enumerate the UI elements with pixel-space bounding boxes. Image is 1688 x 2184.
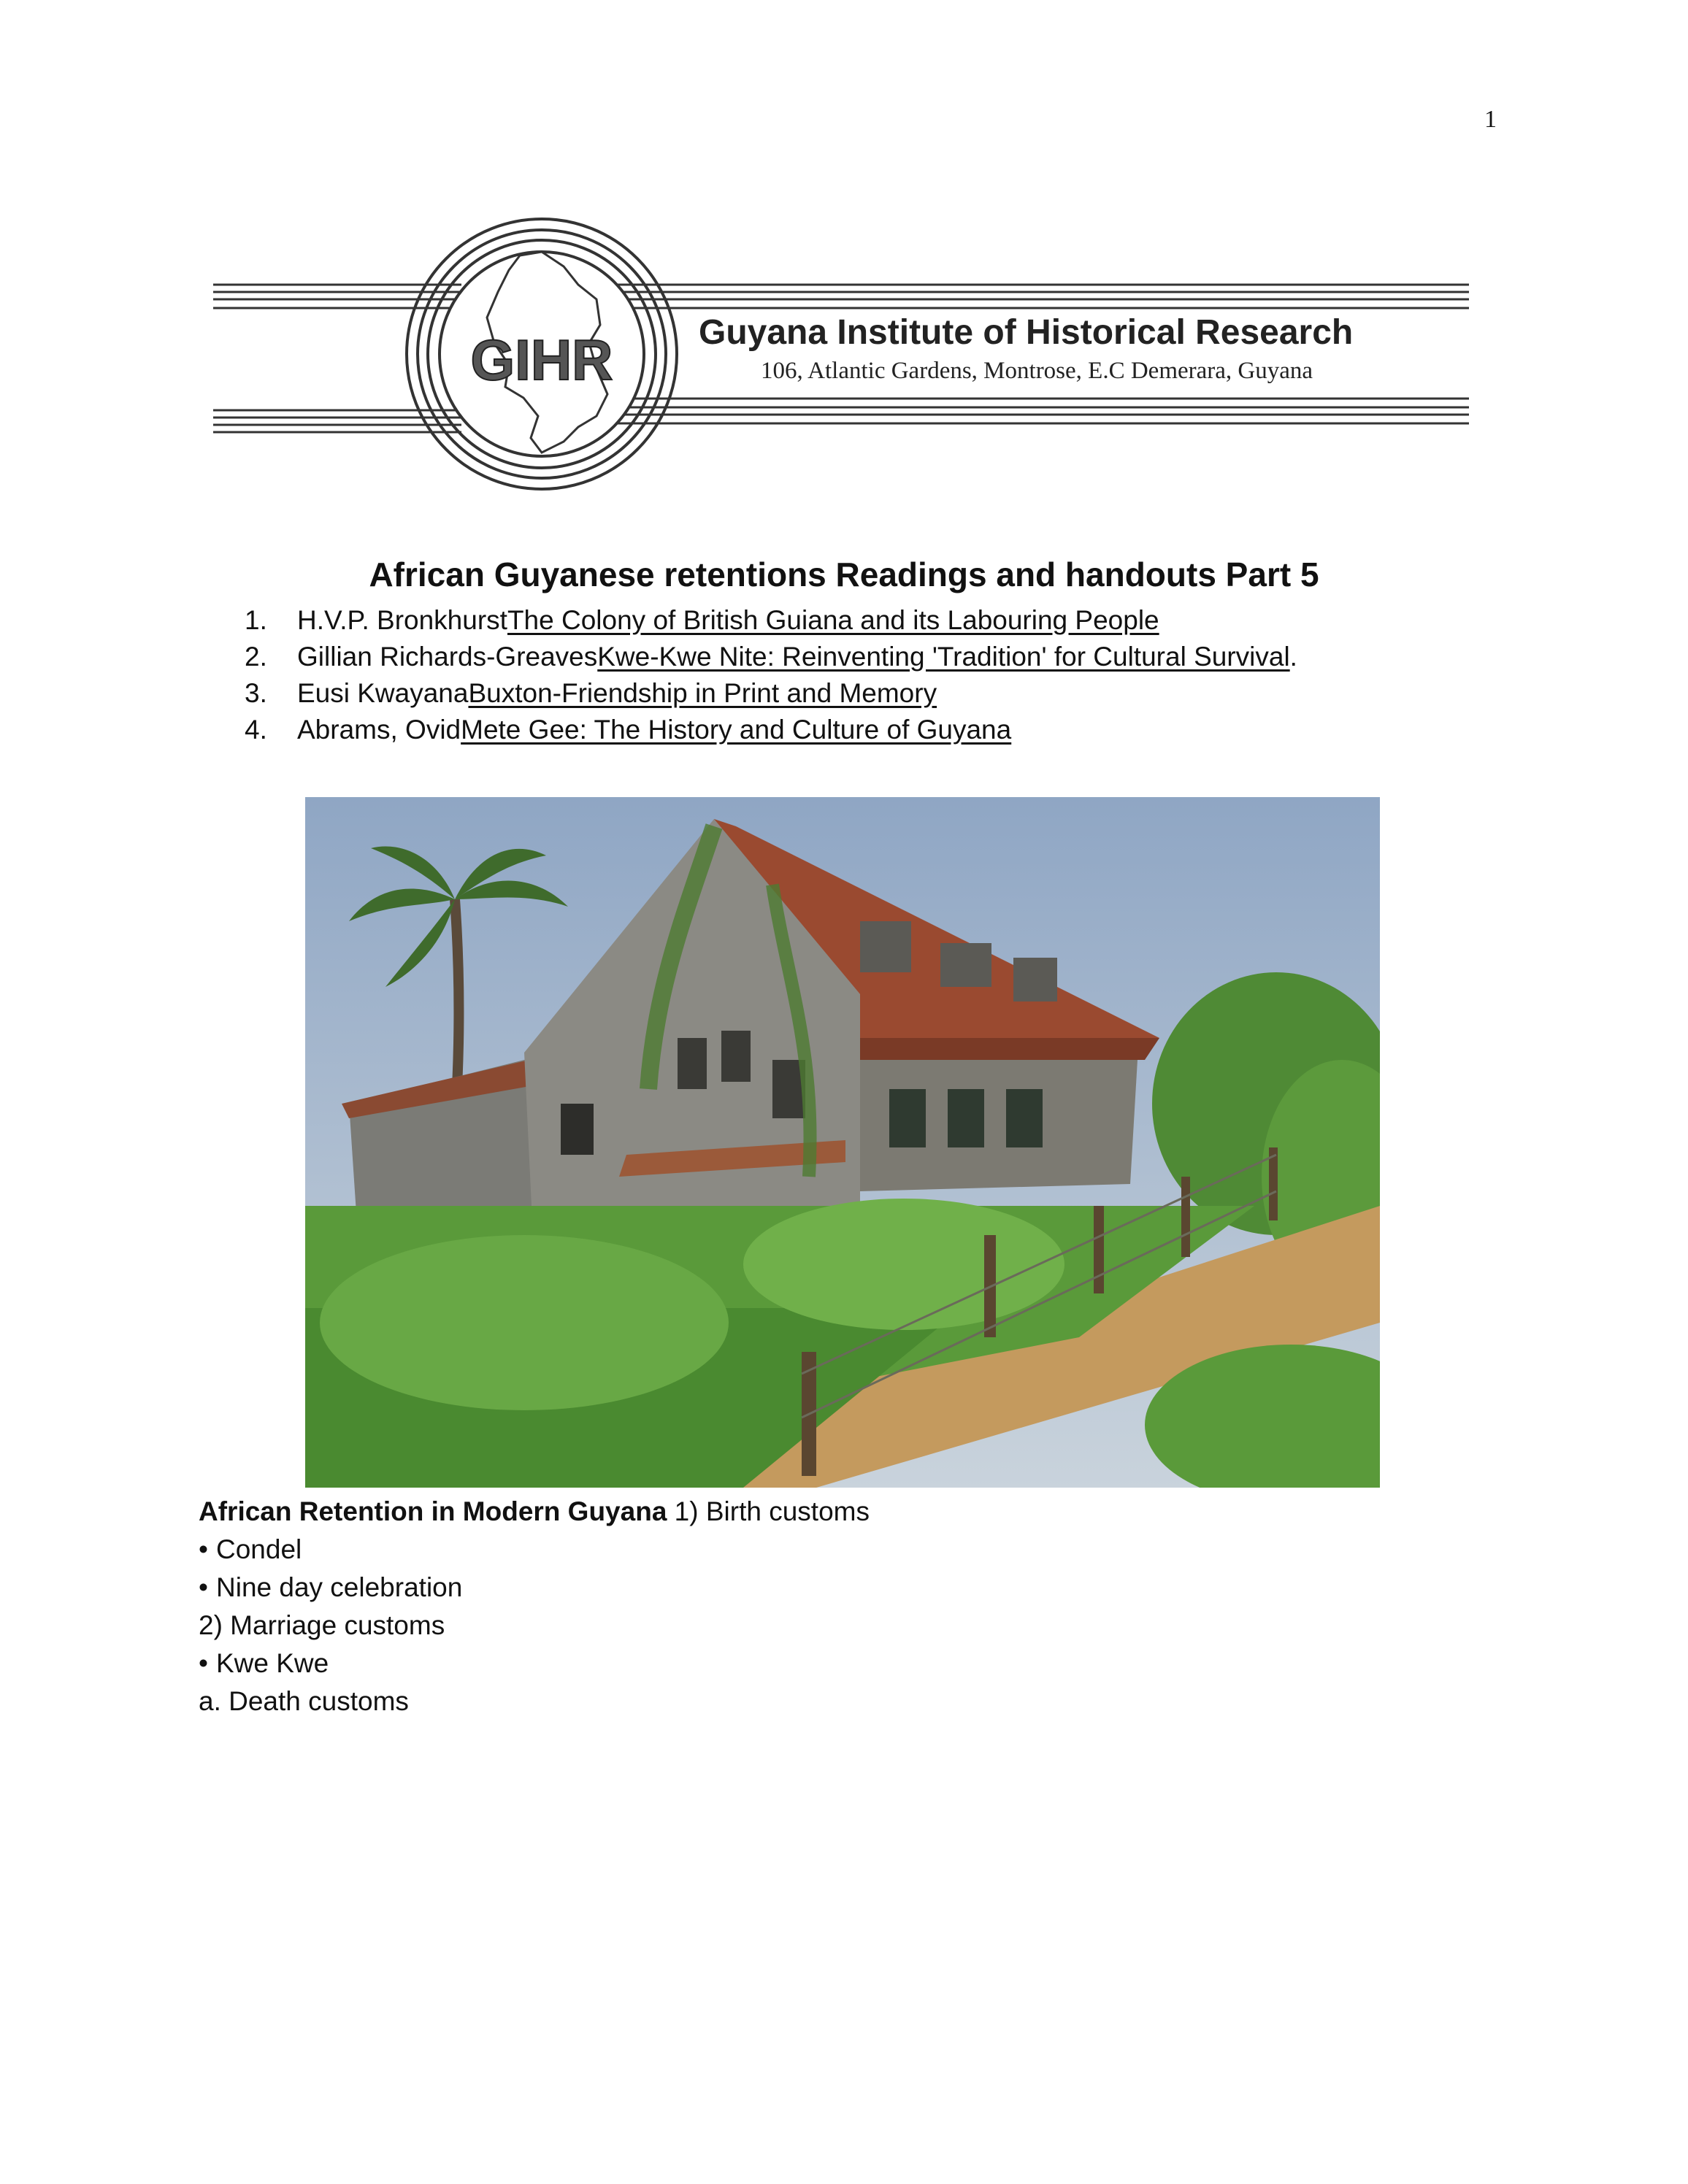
list-item-text: Nine day celebration xyxy=(216,1572,463,1602)
bullet: • xyxy=(199,1534,208,1564)
reading-number: 3. xyxy=(245,678,267,708)
section-heading-line xyxy=(199,1493,870,1531)
reading-author: Abrams, Ovid xyxy=(297,715,461,745)
reading-item xyxy=(245,675,1297,712)
list-item xyxy=(199,1531,870,1569)
org-address: 106, Atlantic Gardens, Montrose, E.C Demerara, Guyana xyxy=(761,358,1313,384)
reading-title: Buxton-Friendship in Print and Memory xyxy=(468,678,937,708)
reading-title: Kwe-Kwe Nite: Reinventing 'Tradition' for Cultural Survival xyxy=(597,642,1290,672)
list-item xyxy=(199,1607,870,1645)
reading-author: H.V.P. Bronkhurst xyxy=(297,605,507,635)
retention-section xyxy=(199,1493,870,1720)
list-item xyxy=(199,1569,870,1607)
document-title: African Guyanese retentions Readings and handouts Part 5 xyxy=(369,555,1319,593)
list-item-text: Condel xyxy=(216,1534,302,1564)
house-illustration xyxy=(305,797,1380,1488)
reading-number: 4. xyxy=(245,715,267,745)
reading-suffix: . xyxy=(1289,642,1297,672)
reading-author: Eusi Kwayana xyxy=(297,678,469,708)
logo-text: GIHR xyxy=(470,328,613,392)
reading-number: 1. xyxy=(245,605,267,635)
list-item-text: a. Death customs xyxy=(199,1686,409,1716)
page-number: 1 xyxy=(1484,106,1497,133)
reading-author: Gillian Richards-Greaves xyxy=(297,642,598,672)
letterhead xyxy=(199,197,1484,504)
list-item xyxy=(199,1645,870,1683)
org-name: Guyana Institute of Historical Research xyxy=(699,313,1354,352)
reading-title: The Colony of British Guiana and its Labouring People xyxy=(507,605,1159,635)
reading-item xyxy=(245,639,1297,675)
bullet: • xyxy=(199,1572,208,1602)
reading-title: Mete Gee: The History and Culture of Guyana xyxy=(461,715,1012,745)
bullet: • xyxy=(199,1648,208,1678)
reading-item xyxy=(245,602,1297,639)
reading-list xyxy=(245,602,1297,748)
colonial-house-photo xyxy=(305,797,1380,1488)
section-heading: African Retention in Modern Guyana xyxy=(199,1496,667,1526)
reading-number: 2. xyxy=(245,642,267,672)
list-item-text: Kwe Kwe xyxy=(216,1648,329,1678)
list-item xyxy=(199,1683,870,1720)
section-first-item: 1) Birth customs xyxy=(667,1496,870,1526)
list-item-text: 2) Marriage customs xyxy=(199,1610,445,1640)
reading-item xyxy=(245,712,1297,748)
